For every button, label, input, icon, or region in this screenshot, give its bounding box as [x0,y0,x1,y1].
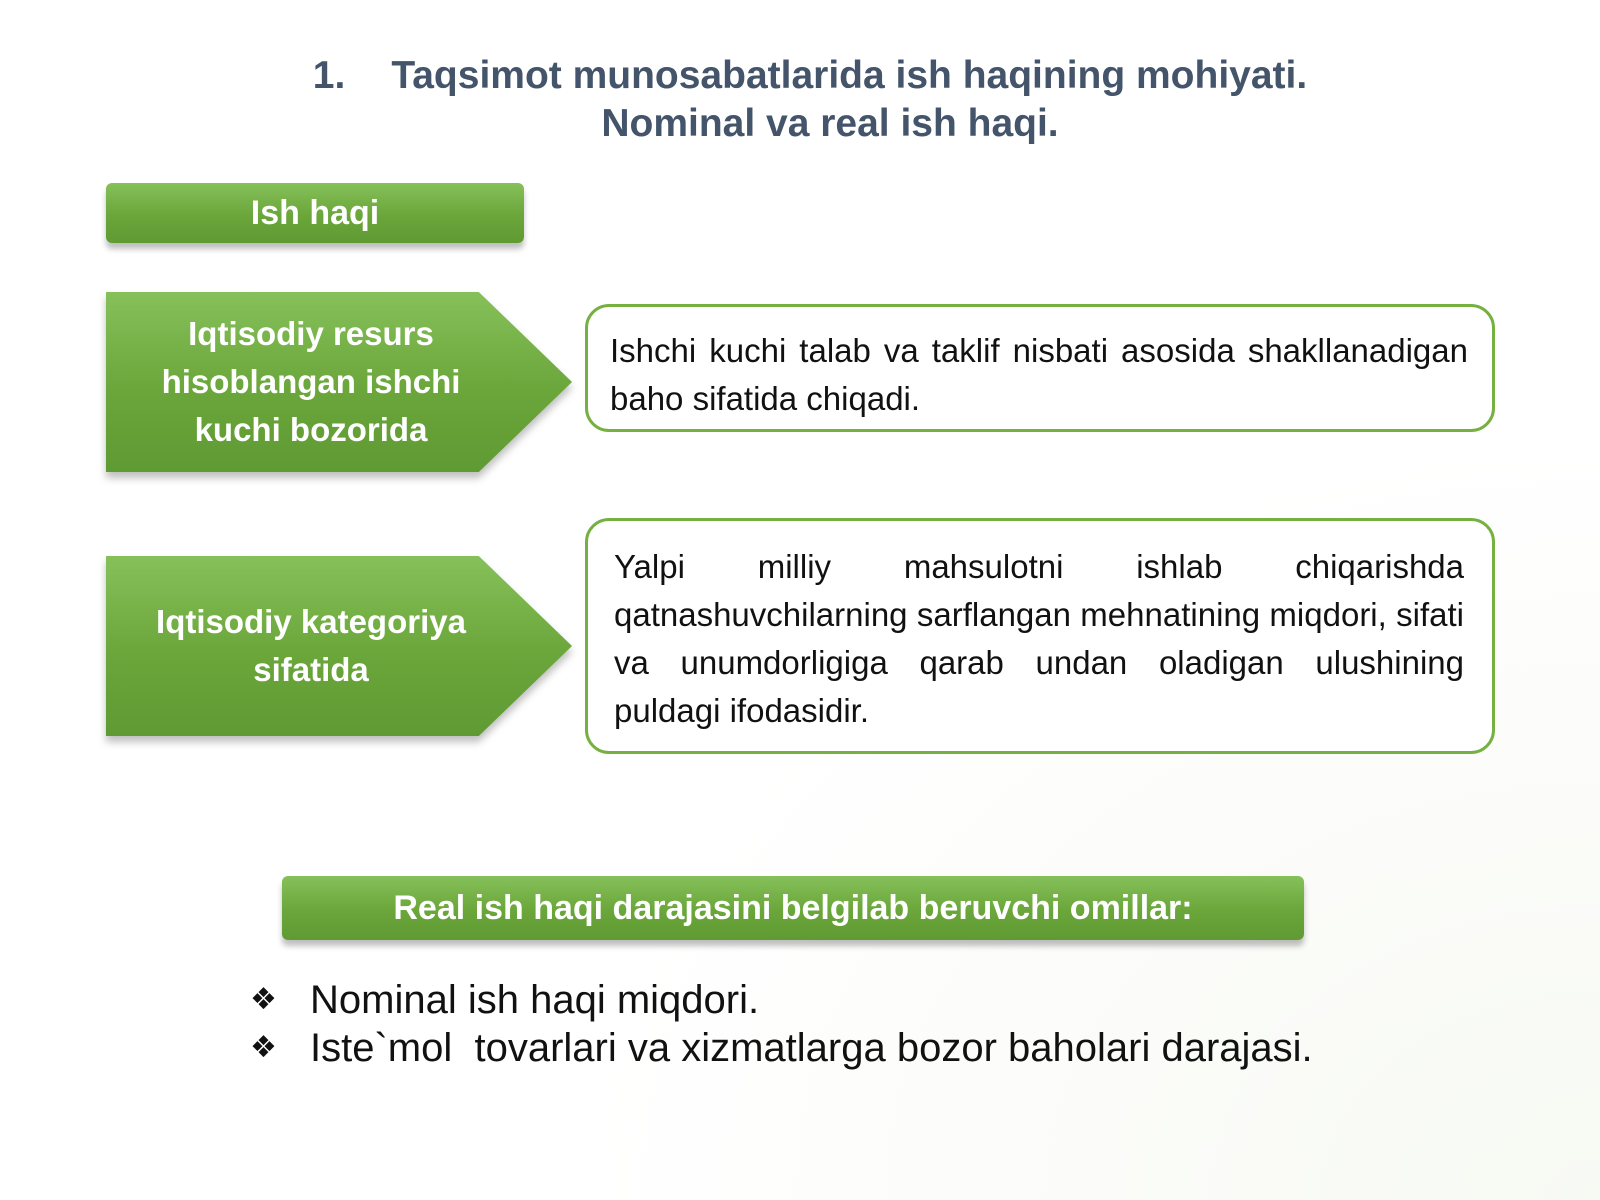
factor-text-2: Iste`mol tovarlari va xizmatlarga bozor baholari darajasi. [310,1026,1313,1070]
title-text-line-1: Taqsimot munosabatlarida ish haqining mohiyati. [391,54,1308,97]
list-item [250,976,1450,1024]
factors-header: Real ish haqi darajasini belgilab beruvchi omillar: [282,876,1304,940]
definition-label-2: Iqtisodiy kategoriya sifatida [156,603,466,688]
definition-arrow-1 [106,292,572,472]
list-item [250,1024,1450,1072]
definition-box-2: Yalpi milliy mahsulotni ishlab chiqarishda qatnashuvchilarning sarflangan mehnatining miqdori, sifati va unumdorligiga qarab undan oladigan ulushining puldagi ifodasidir. [585,518,1495,754]
definition-label-1: Iqtisodiy resurs hisoblangan ishchi kuchi bozorida [161,315,461,448]
title-number: 1. [312,54,346,97]
slide-title [0,52,1600,148]
ish-haqi-header: Ish haqi [106,183,524,243]
definition-arrow-2 [106,556,572,736]
definition-box-1: Ishchi kuchi talab va taklif nisbati asosida shakllanadigan baho sifatida chiqadi. [585,304,1495,432]
diamond-bullet-icon: ❖ [250,983,277,1016]
diamond-bullet-icon: ❖ [250,1031,277,1064]
factors-list [250,976,1450,1072]
factor-text-1: Nominal ish haqi miqdori. [310,978,760,1022]
title-text-line-2: Nominal va real ish haqi. [601,102,1059,145]
title-line-1 [0,52,1600,100]
